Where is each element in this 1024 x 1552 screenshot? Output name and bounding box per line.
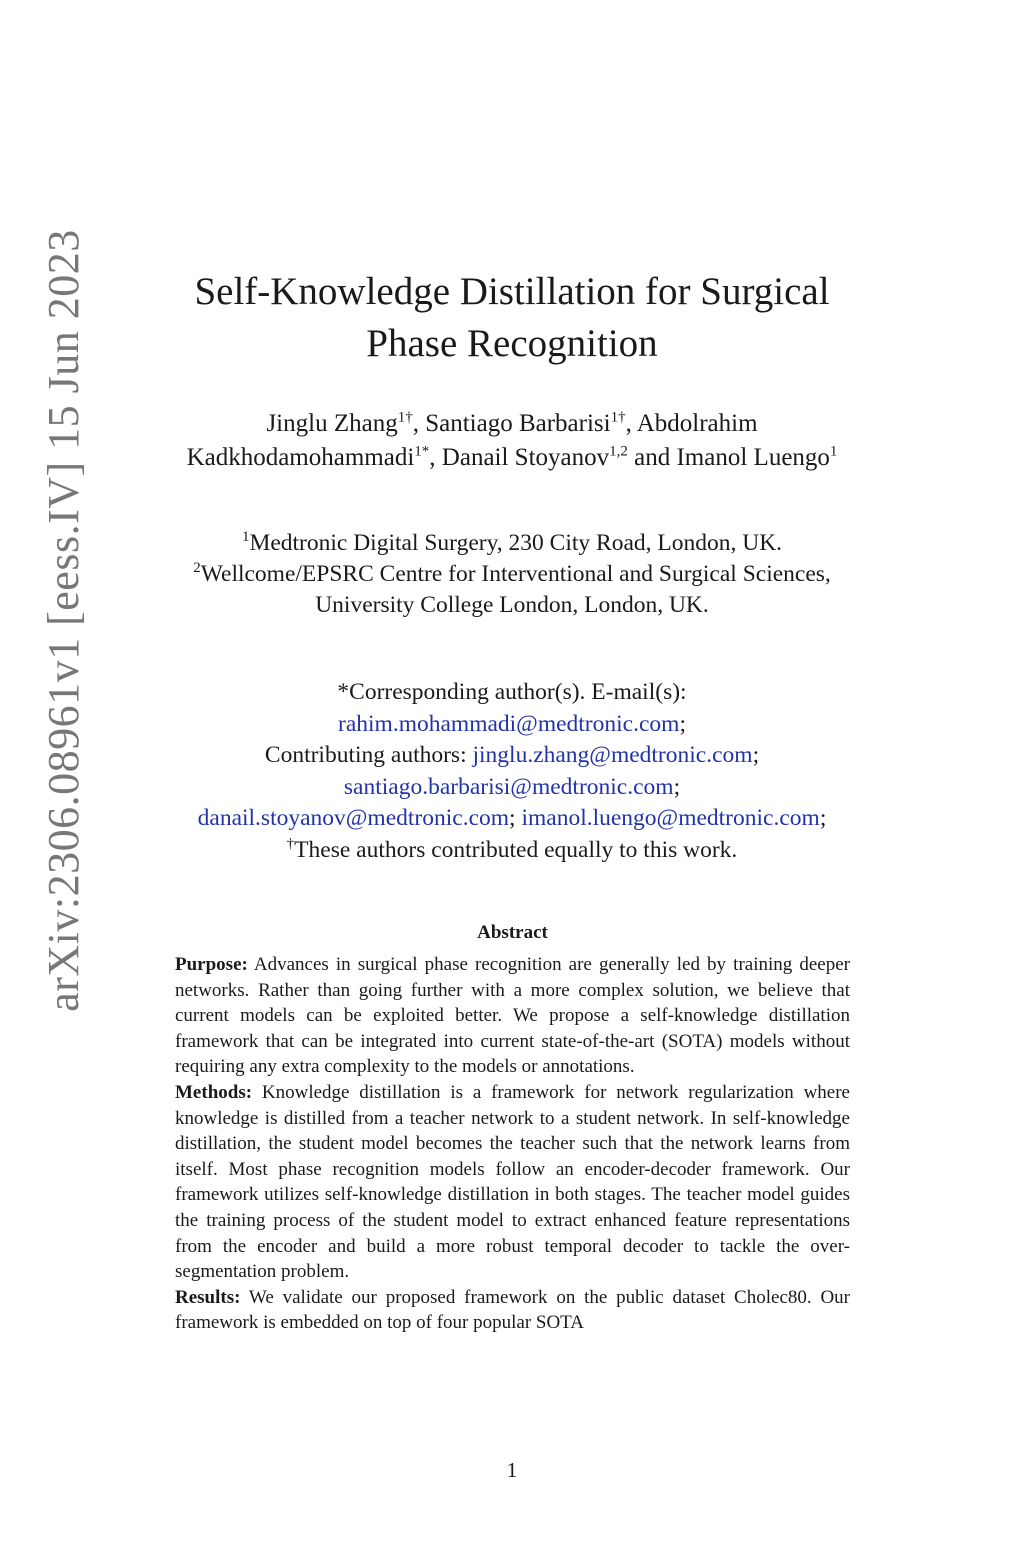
author-name: , Danail Stoyanov <box>429 444 610 471</box>
affiliation-2 <box>150 559 874 621</box>
author-name: Jinglu Zhang <box>266 410 398 437</box>
abstract-section-label: Results: <box>175 1286 241 1308</box>
email-link-zhang[interactable]: jinglu.zhang@medtronic.com <box>472 742 753 768</box>
abstract-heading: Abstract <box>477 922 548 943</box>
equal-contribution-mark: † <box>286 835 295 852</box>
author-affiliation-mark: 1 <box>829 443 838 460</box>
abstract-purpose <box>175 952 850 1080</box>
separator: ; <box>509 805 522 831</box>
paper-title <box>150 266 874 370</box>
abstract-section-text: We validate our proposed framework on the public dataset Cholec80. Our framework is embedded on top of four popular SOTA <box>175 1286 850 1334</box>
correspondence-block <box>130 677 894 866</box>
contributing-authors-label: Contributing authors: <box>264 742 473 768</box>
affiliation-mark: 2 <box>193 560 201 577</box>
author-list <box>150 407 874 475</box>
separator: ; <box>679 710 686 737</box>
affiliation-text: Medtronic Digital Surgery, 230 City Road, London, UK. <box>249 530 783 556</box>
email-link-corresponding[interactable]: rahim.mohammadi@medtronic.com <box>338 710 680 737</box>
affiliation-mark: 1 <box>241 529 250 546</box>
author-affiliation-mark: 1,2 <box>609 443 628 460</box>
author-name: , Abdolrahim Kadkhodamohammadi <box>186 410 758 471</box>
arxiv-identifier: arXiv:2306.08961v1 [eess.IV] 15 Jun 2023 <box>38 228 88 1012</box>
affiliations <box>150 528 874 621</box>
author-affiliation-mark: 1* <box>414 443 430 460</box>
affiliation-1 <box>150 528 874 559</box>
abstract-section-label: Purpose: <box>175 954 248 975</box>
corresponding-author-intro: *Corresponding author(s). E-mail(s): <box>337 679 687 705</box>
arxiv-sidebar-stamp <box>28 205 98 1035</box>
abstract-results <box>175 1285 850 1336</box>
author-name: and Imanol Luengo <box>627 444 830 471</box>
abstract-body <box>175 952 850 1336</box>
abstract-section-text: Knowledge distillation is a framework for network regularization where knowledge is distilled from a teacher network to a student network. In self-knowledge distillation, the student model becomes the teacher such that the network learns from itself. Most phase recognition models follow an encoder-decoder framework. Our framework utilizes self-knowledge distillation in both stages. The teacher model guides the training process of the student model to extract enhanced feature representations from the encoder and build a more robust temporal decoder to tackle the over-segmentation problem. <box>175 1081 850 1283</box>
abstract-section-label: Methods: <box>175 1081 253 1103</box>
separator: ; <box>673 773 681 800</box>
separator: ; <box>752 742 760 768</box>
title-line-2: Phase Recognition <box>366 322 658 365</box>
equal-contribution-note: These authors contributed equally to this work. <box>294 836 738 863</box>
email-link-stoyanov[interactable]: danail.stoyanov@medtronic.com <box>197 805 510 831</box>
separator: ; <box>819 805 827 831</box>
author-name: , Santiago Barbarisi <box>412 410 611 437</box>
email-link-luengo[interactable]: imanol.luengo@medtronic.com <box>521 805 820 831</box>
email-link-barbarisi[interactable]: santiago.barbarisi@medtronic.com <box>343 773 674 800</box>
abstract-section-text: Advances in surgical phase recognition are generally led by training deeper networks. Rather than going further with a more complex solution, we believe that current models can be exploited better. We propose a self-knowledge distillation framework that can be integrated into current state-of-the-art (SOTA) models without requiring any extra complexity to the models or annotations. <box>175 954 850 1078</box>
affiliation-text: Wellcome/EPSRC Centre for Interventional and Surgical Sciences, University College London, London, UK. <box>200 561 831 618</box>
page-number: 1 <box>506 1458 518 1482</box>
author-affiliation-mark: 1† <box>397 409 413 426</box>
title-line-1: Self-Knowledge Distillation for Surgical <box>194 270 830 313</box>
author-affiliation-mark: 1† <box>610 409 626 426</box>
abstract-methods <box>175 1080 850 1285</box>
